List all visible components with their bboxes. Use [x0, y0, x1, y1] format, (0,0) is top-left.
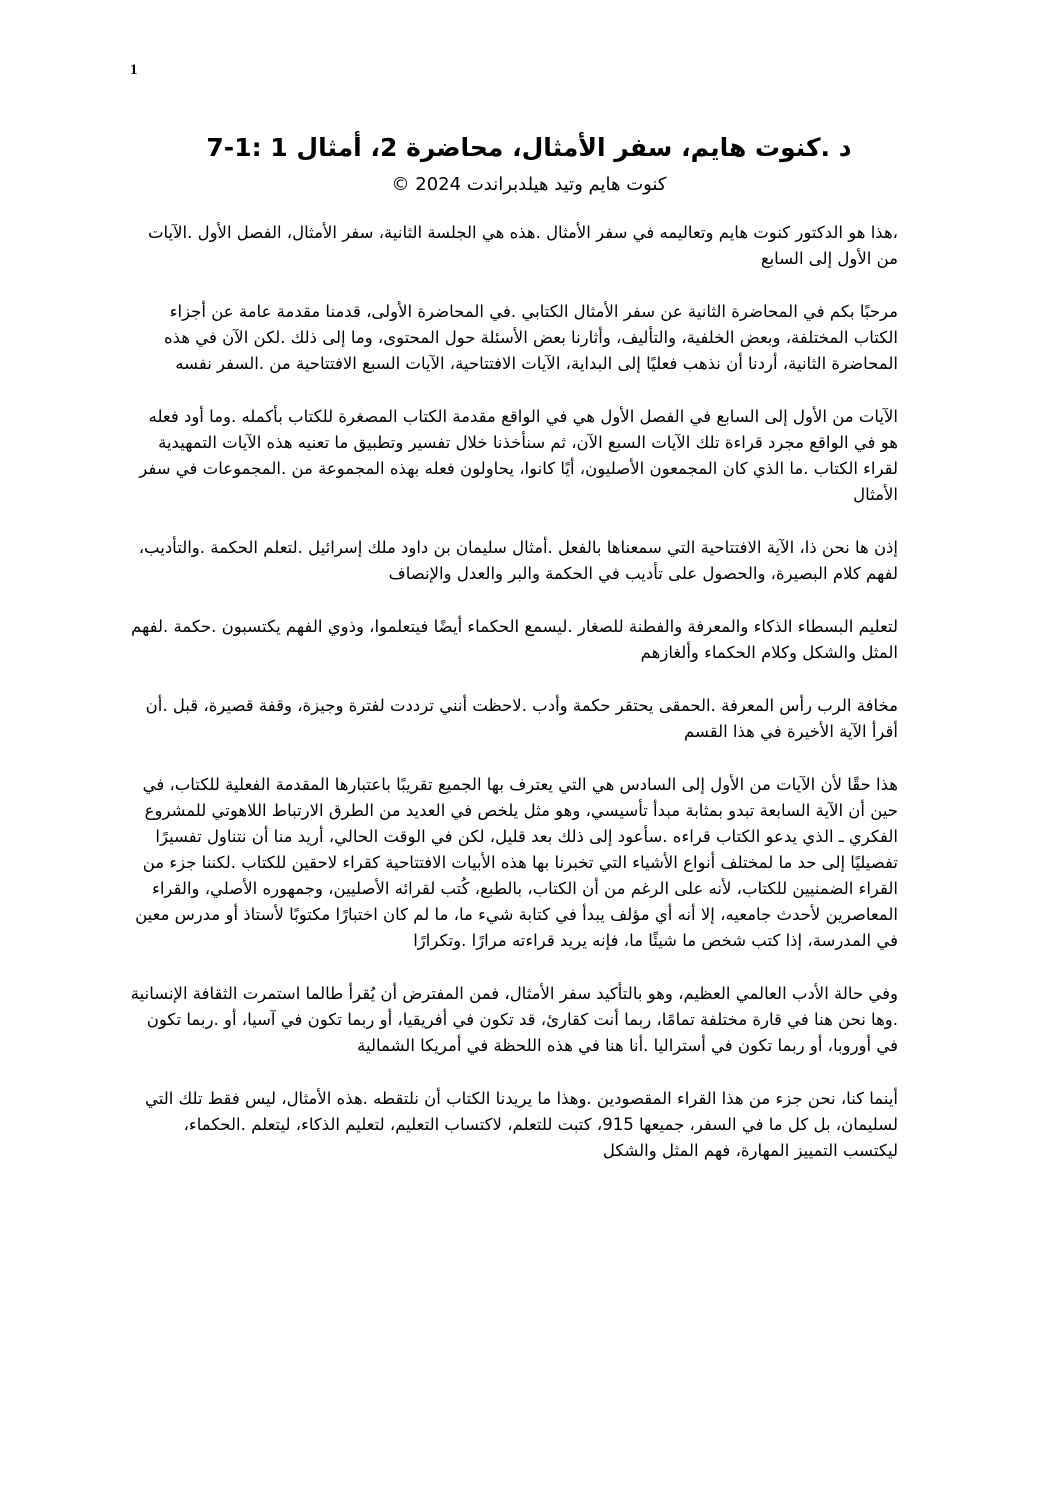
paragraph-7: هذا حقًا لأن الآيات من الأول إلى السادس هي التي يعترف بها الجميع تقريبًا باعتبارها المقدمة الفعلية للكتاب، في حين أن الآية السابعة تبدو بمثابة مبدأ تأسيسي، وهو مثل يلخص في العديد من الطرق الارتباط اللاهوتي للمشروع الفكري ـ الذي يدعو الكتاب قراءه .سأعود إلى ذلك بعد قليل، لكن في الوقت الحالي، أريد منا أن نتناول تفسيرًا تفصيليًا إلى حد ما لمختلف أنواع الأشياء التي تخبرنا بها هذه الأبيات الافتتاحية كقراء لاحقين للكتاب .لكننا جزء من القراء الضمنيين للكتاب، لأنه على الرغم من أن الكتاب، بالطبع، كُتب لقرائه الأصليين، وجمهوره الأصلي، والقراء المعاصرين لأحدث جامعيه، إلا أنه أي مؤلف يبدأ في كتابة شيء ما، ما لم كان اختبارًا مكتوبًا لأستاذ أو مدرس معين في المدرسة، إذا كتب شخص ما شيئًا ما، فإنه يريد قراءته مرارًا .وتكرارًا	[135, 775, 898, 950]
paragraph-6: مخافة الرب رأس المعرفة .الحمقى يحتقر حكمة وأدب .لاحظت أنني ترددت لفترة وجيزة، وقفة قصيرة، قبل .أن أقرأ الآية الأخيرة في هذا القسم	[145, 696, 898, 741]
paragraph-8: وفي حالة الأدب العالمي العظيم، وهو بالتأكيد سفر الأمثال، فمن المفترض أن يُقرأ طالما استمرت الثقافة الإنسانية .وها نحن هنا في قارة مختلفة تمامًا، ربما أنت كقارئ، قد تكون في أفريقيا، أو ربما تكون في آسيا، أو .ربما تكون في أوروبا، أو ربما تكون في أستراليا .أنا هنا في هذه اللحظة في أمريكا الشمالية	[130, 984, 898, 1055]
paragraph-2: مرحبًا بكم في المحاضرة الثانية عن سفر الأمثال الكتابي .في المحاضرة الأولى، قدمنا مقدمة عامة عن أجزاء الكتاب المختلفة، وبعض الخلفية، والتأليف، وأثارنا بعض الأسئلة حول المحتوى، وما إلى ذلك .لكن الآن في هذه المحاضرة الثانية، أردنا أن نذهب فعليًا إلى البداية، الآيات الافتتاحية، الآيات السبع الافتتاحية من .السفر نفسه	[164, 302, 898, 373]
paragraph-4: إذن ها نحن ذا، الآية الافتتاحية التي سمعناها بالفعل .أمثال سليمان بن داود ملك إسرائيل .لتعلم الحكمة .والتأديب، لفهم كلام البصيرة، والحصول على تأديب في الحكمة والبر والعدل والإنصاف	[138, 538, 898, 583]
document-body	[130, 220, 898, 1191]
paragraph-3: الآيات من الأول إلى السابع في الفصل الأول هي في الواقع مقدمة الكتاب المصغرة للكتاب بأكمله .وما أود فعله هو في الواقع مجرد قراءة تلك الآيات السبع الآن، ثم سنأخذنا خلال تفسير وتطبيق ما تعنيه هذه الآيات التمهيدية لقراء الكتاب .ما الذي كان المجمعون الأصليون، أيًا كانوا، يحاولون فعله بهذه المجموعة من .المجموعات في سفر الأمثال	[139, 407, 898, 504]
copyright-line: كنوت هايم وتيد هيلدبراندت 2024 ©	[391, 174, 667, 195]
page-number: 1	[130, 62, 138, 78]
paragraph-5: لتعليم البسطاء الذكاء والمعرفة والفطنة للصغار .ليسمع الحكماء أيضًا فيتعلموا، وذوي الفهم يكتسبون .حكمة .لفهم المثل والشكل وكلام الحكماء وألغازهم	[131, 617, 898, 662]
paragraph-1: ،هذا هو الدكتور كنوت هايم وتعاليمه في سفر الأمثال .هذه هي الجلسة الثانية، سفر الأمثال، الفصل الأول .الآيات من الأول إلى السابع	[147, 223, 898, 268]
paragraph-9: أينما كنا، نحن جزء من هذا القراء المقصودين .وهذا ما يريدنا الكتاب أن نلتقطه .هذه الأمثال، ليس فقط تلك التي لسليمان، بل كل ما في السفر، جميعها 915، كتبت للتعلم، لاكتساب التعليم، لتعليم الذكاء، ليتعلم .الحكماء، ليكتسب التمييز المهارة، فهم المثل والشكل	[145, 1089, 898, 1160]
document-title: د .كنوت هايم، سفر الأمثال، محاضرة 2، أمثال 1 :1-7	[206, 133, 852, 162]
